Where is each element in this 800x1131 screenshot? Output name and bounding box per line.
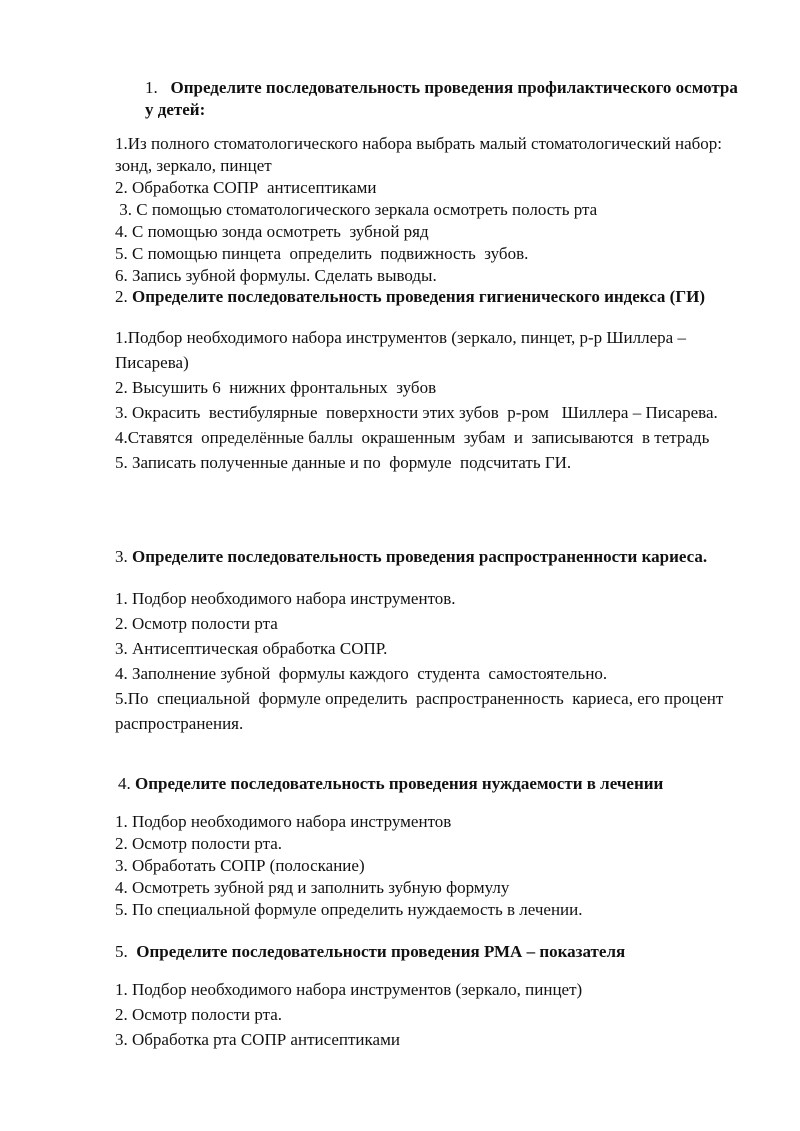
section-4: [118, 773, 748, 795]
section-5-title: Определите последовательности проведения РМА – показателя: [136, 942, 626, 961]
list-item: 2. Обработка СОПР антисептиками: [115, 178, 377, 197]
section-3-number: 3.: [115, 547, 128, 566]
list-item: 1.Из полного стоматологического набора выбрать малый стоматологический набор: зонд, зеркало, пинцет: [115, 134, 727, 175]
section-2-number: 2.: [115, 287, 128, 306]
list-item: 4.Ставятся определённые баллы окрашенным зубам и записываются в тетрадь: [115, 428, 710, 447]
section-5-heading: [115, 941, 745, 963]
section-4-heading: [118, 773, 748, 795]
list-item: 2. Осмотр полости рта.: [115, 834, 283, 853]
section-5: [115, 941, 745, 963]
section-4-number: 4.: [118, 774, 131, 793]
list-item: 2. Осмотр полости рта.: [115, 1005, 283, 1024]
list-item: 3. Обработать СОПР (полоскание): [115, 856, 365, 875]
list-item: 3. Антисептическая обработка СОПР.: [115, 639, 388, 658]
section-4-title: Определите последовательность проведения нуждаемости в лечении: [135, 774, 664, 793]
section-3: [115, 546, 745, 736]
list-item: 4. С помощью зонда осмотреть зубной ряд: [115, 222, 429, 241]
section-4-items: [115, 811, 745, 921]
list-item: 1. Подбор необходимого набора инструментов.: [115, 589, 456, 608]
section-3-heading: [115, 546, 745, 568]
list-item: 1. Подбор необходимого набора инструментов (зеркало, пинцет): [115, 980, 583, 999]
list-item: 1.Подбор необходимого набора инструментов (зеркало, пинцет, р-р Шиллера – Писарева): [115, 328, 691, 372]
section-1-heading: [115, 77, 745, 121]
list-item: 4. Заполнение зубной формулы каждого студента самостоятельно.: [115, 664, 608, 683]
list-item: 5. С помощью пинцета определить подвижность зубов.: [115, 244, 529, 263]
list-item: 3. Окрасить вестибулярные поверхности этих зубов р-ром Шиллера – Писарева.: [115, 403, 718, 422]
list-item: 4. Осмотреть зубной ряд и заполнить зубную формулу: [115, 878, 510, 897]
list-item: 5.По специальной формуле определить распространенность кариеса, его процент распространения.: [115, 689, 728, 733]
list-item: 3. Обработка рта СОПР антисептиками: [115, 1030, 400, 1049]
section-2: [115, 286, 745, 475]
list-item: 5. По специальной формуле определить нуждаемость в лечении.: [115, 900, 583, 919]
section-2-heading: [115, 286, 745, 308]
list-item: 5. Записать полученные данные и по формуле подсчитать ГИ.: [115, 453, 572, 472]
list-item: 3. С помощью стоматологического зеркала осмотреть полость рта: [115, 200, 598, 219]
section-1-number: 1.: [145, 78, 158, 97]
section-3-title: Определите последовательность проведения распространенности кариеса.: [132, 547, 708, 566]
section-5-items: [115, 977, 745, 1052]
list-item: 2. Осмотр полости рта: [115, 614, 278, 633]
list-item: 1. Подбор необходимого набора инструментов: [115, 812, 452, 831]
section-5-number: 5.: [115, 942, 128, 961]
list-item: 2. Высушить 6 нижних фронтальных зубов: [115, 378, 437, 397]
section-1: [115, 77, 745, 287]
section-1-title: Определите последовательность проведения профилактического осмотра у детей:: [145, 78, 738, 119]
list-item: 6. Запись зубной формулы. Сделать выводы.: [115, 266, 437, 285]
section-2-title: Определите последовательность проведения гигиенического индекса (ГИ): [132, 287, 706, 306]
